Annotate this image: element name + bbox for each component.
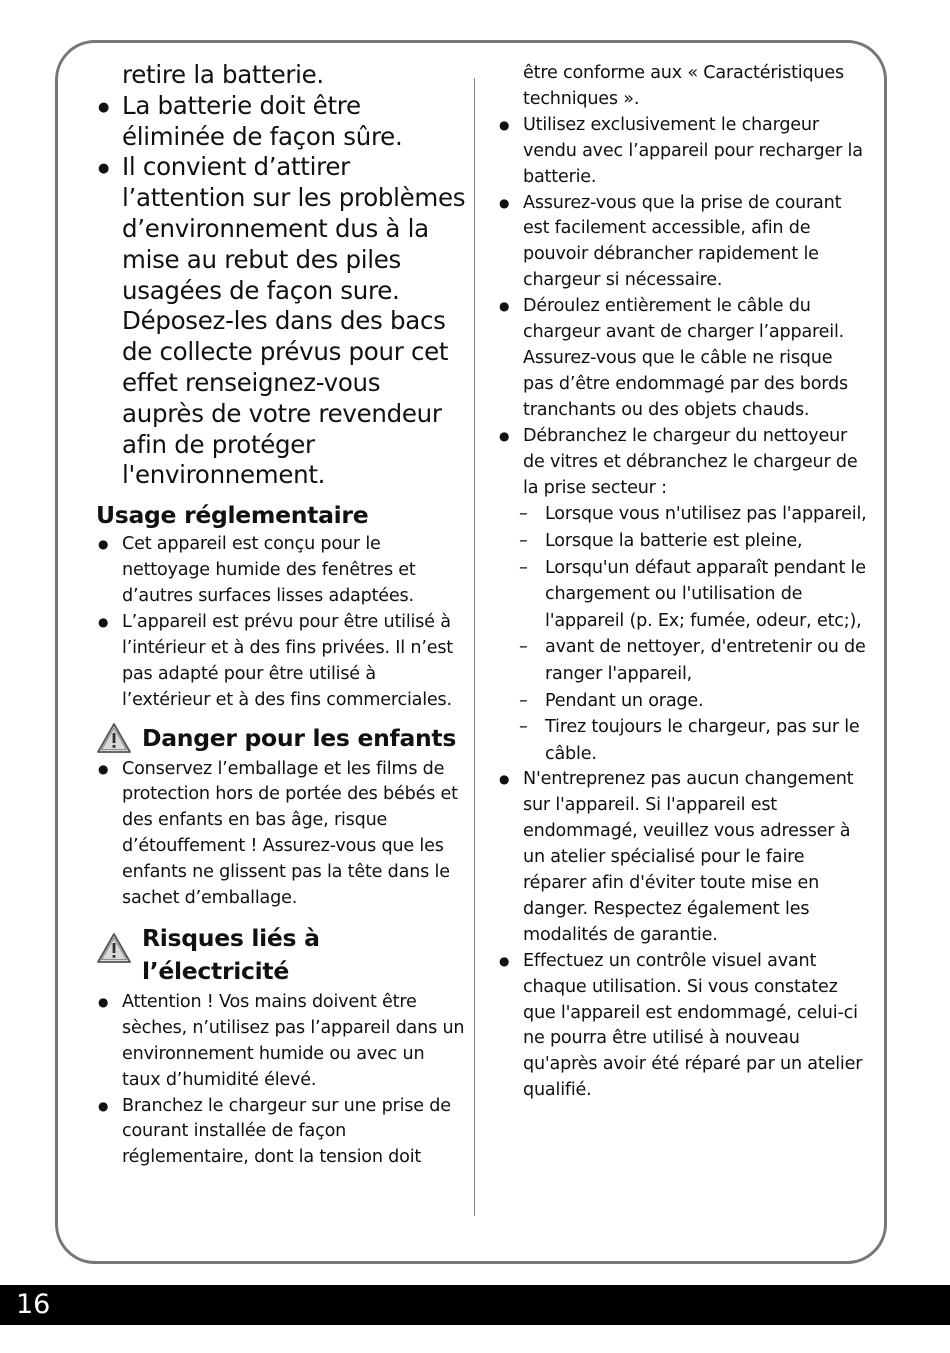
sub-list-item-text: avant de nettoyer, d'entretenir ou de ranger l'appareil, <box>545 637 866 684</box>
list-item-text: Effectuez un contrôle visuel avant chaque utilisation. Si vous constatez que l'appareil est endommagé, celui-ci ne pourra être utilisé à nouveau qu'après avoir été réparé par un atelier qualifié. <box>523 950 863 1101</box>
list-item <box>497 949 867 1104</box>
page-number: 16 <box>16 1289 51 1320</box>
section-heading-danger <box>96 722 466 755</box>
intro-list <box>96 60 466 491</box>
bullet-icon: ● <box>499 428 510 443</box>
sub-list-item <box>497 528 867 555</box>
bullet-icon: ● <box>98 161 110 177</box>
list-item-text: Assurez-vous que la prise de courant est facilement accessible, afin de pouvoir débrancher rapidement le chargeur si nécessaire. <box>523 192 842 291</box>
bullet-icon: ● <box>499 299 510 314</box>
right-column <box>497 61 867 1104</box>
list-item-continuation <box>96 60 466 91</box>
bullet-icon: ● <box>499 772 510 787</box>
bullet-icon: ● <box>98 537 109 552</box>
dash-icon: – <box>519 531 528 551</box>
sub-list-item-text: Lorsque la batterie est pleine, <box>545 531 803 551</box>
list-item-text: Conservez l’emballage et les films de protection hors de portée des bébés et des enfants en bas âge, risque d’étouffement ! Assurez-vous que les enfants ne glissent pas la tête dans le sachet d’emballage. <box>122 758 458 909</box>
sub-list-item <box>497 688 867 715</box>
sub-list-item-text: Lorsqu'un défaut apparaît pendant le chargement ou l'utilisation de l'appareil (p. Ex; fumée, odeur, etc;), <box>545 557 866 631</box>
left-column <box>96 60 466 1171</box>
section-heading-text <box>142 922 320 988</box>
warning-triangle-icon <box>96 932 132 964</box>
list-item <box>96 532 466 610</box>
list-item <box>96 990 466 1094</box>
dash-icon: – <box>519 690 528 711</box>
bullet-icon: ● <box>98 99 110 115</box>
right-list <box>497 61 867 501</box>
list-item <box>96 1094 466 1172</box>
sub-list-item <box>497 555 867 635</box>
list-item-text: Attention ! Vos mains doivent être sèches, n’utilisez pas l’appareil dans un environnement humide ou avec un taux d’humidité élevé. <box>122 991 465 1090</box>
list-item <box>96 152 466 491</box>
list-item-continuation <box>497 61 867 113</box>
list-item-text: La batterie doit être éliminée de façon sûre. <box>122 90 403 151</box>
list-item <box>96 91 466 153</box>
list-item-text: N'entreprenez pas aucun changement sur l'appareil. Si l'appareil est endommagé, veuillez vous adresser à un atelier spécialisé pour le faire réparer afin d'éviter toute mise en danger. Respectez également les modalités de garantie. <box>523 769 854 945</box>
usage-list <box>96 532 466 713</box>
list-item <box>497 113 867 191</box>
list-item <box>497 294 867 424</box>
sub-list-item <box>497 501 867 528</box>
list-item-text: Débranchez le chargeur du nettoyeur de vitres et débranchez le chargeur de la prise secteur : <box>523 425 858 498</box>
list-item-text: L’appareil est prévu pour être utilisé à l’intérieur et à des fins privées. Il n’est pas adapté pour être utilisé à l’extérieur et à des fins commerciales. <box>122 611 453 710</box>
dash-icon: – <box>519 557 528 578</box>
list-item <box>497 424 867 502</box>
list-item-text: retire la batterie. <box>122 60 324 89</box>
heading-line: l’électricité <box>142 956 289 985</box>
sub-list-item-text: Tirez toujours le chargeur, pas sur le câble. <box>545 717 860 764</box>
right-list-continued <box>497 767 867 1104</box>
list-item <box>497 767 867 948</box>
page-footer <box>0 1285 950 1325</box>
list-item-text: Cet appareil est conçu pour le nettoyage humide des fenêtres et d’autres surfaces lisses adaptées. <box>122 534 416 606</box>
bullet-icon: ● <box>98 1098 109 1113</box>
list-item-text: être conforme aux « Caractéristiques techniques ». <box>523 63 844 109</box>
bullet-icon: ● <box>499 953 510 968</box>
danger-list <box>96 757 466 912</box>
sub-list-item-text: Lorsque vous n'utilisez pas l'appareil, <box>545 504 867 525</box>
bullet-icon: ● <box>499 117 510 132</box>
bullet-icon: ● <box>499 195 510 210</box>
sub-list-item <box>497 634 867 687</box>
bullet-icon: ● <box>98 761 109 776</box>
dash-icon: – <box>519 637 528 658</box>
section-heading-usage: Usage réglementaire <box>96 501 369 530</box>
warning-triangle-icon <box>96 722 132 754</box>
list-item-text: Branchez le chargeur sur une prise de courant installée de façon réglementaire, dont la tension doit <box>122 1095 451 1168</box>
section-heading-text: Danger pour les enfants <box>142 723 457 752</box>
heading-line: Risques liés à <box>142 923 320 952</box>
list-item <box>96 610 466 714</box>
sub-list <box>497 501 867 767</box>
bullet-icon: ● <box>98 994 109 1009</box>
column-divider <box>474 78 475 1216</box>
list-item <box>497 191 867 295</box>
electricity-list <box>96 990 466 1171</box>
list-item-text: Déroulez entièrement le câble du chargeur avant de charger l’appareil. Assurez-vous que le câble ne risque pas d’être endommagé par des bords tranchants ou des objets chauds. <box>523 296 848 420</box>
dash-icon: – <box>519 504 528 525</box>
list-item-text: Il convient d’attirer l’attention sur les problèmes d’environnement dus à la mise au rebut des piles usagées de façon sure. Déposez-les dans des bacs de collecte prévus pour cet effet renseignez-vous auprès de votre revendeur afin de protéger l'environnement. <box>122 152 466 490</box>
list-item-text: Utilisez exclusivement le chargeur vendu avec l’appareil pour recharger la batterie. <box>523 114 863 187</box>
section-heading-electricity <box>96 922 466 988</box>
sub-list-item-text: Pendant un orage. <box>545 690 704 711</box>
bullet-icon: ● <box>98 614 109 629</box>
list-item <box>96 757 466 912</box>
dash-icon: – <box>519 717 528 738</box>
sub-list-item <box>497 714 867 767</box>
